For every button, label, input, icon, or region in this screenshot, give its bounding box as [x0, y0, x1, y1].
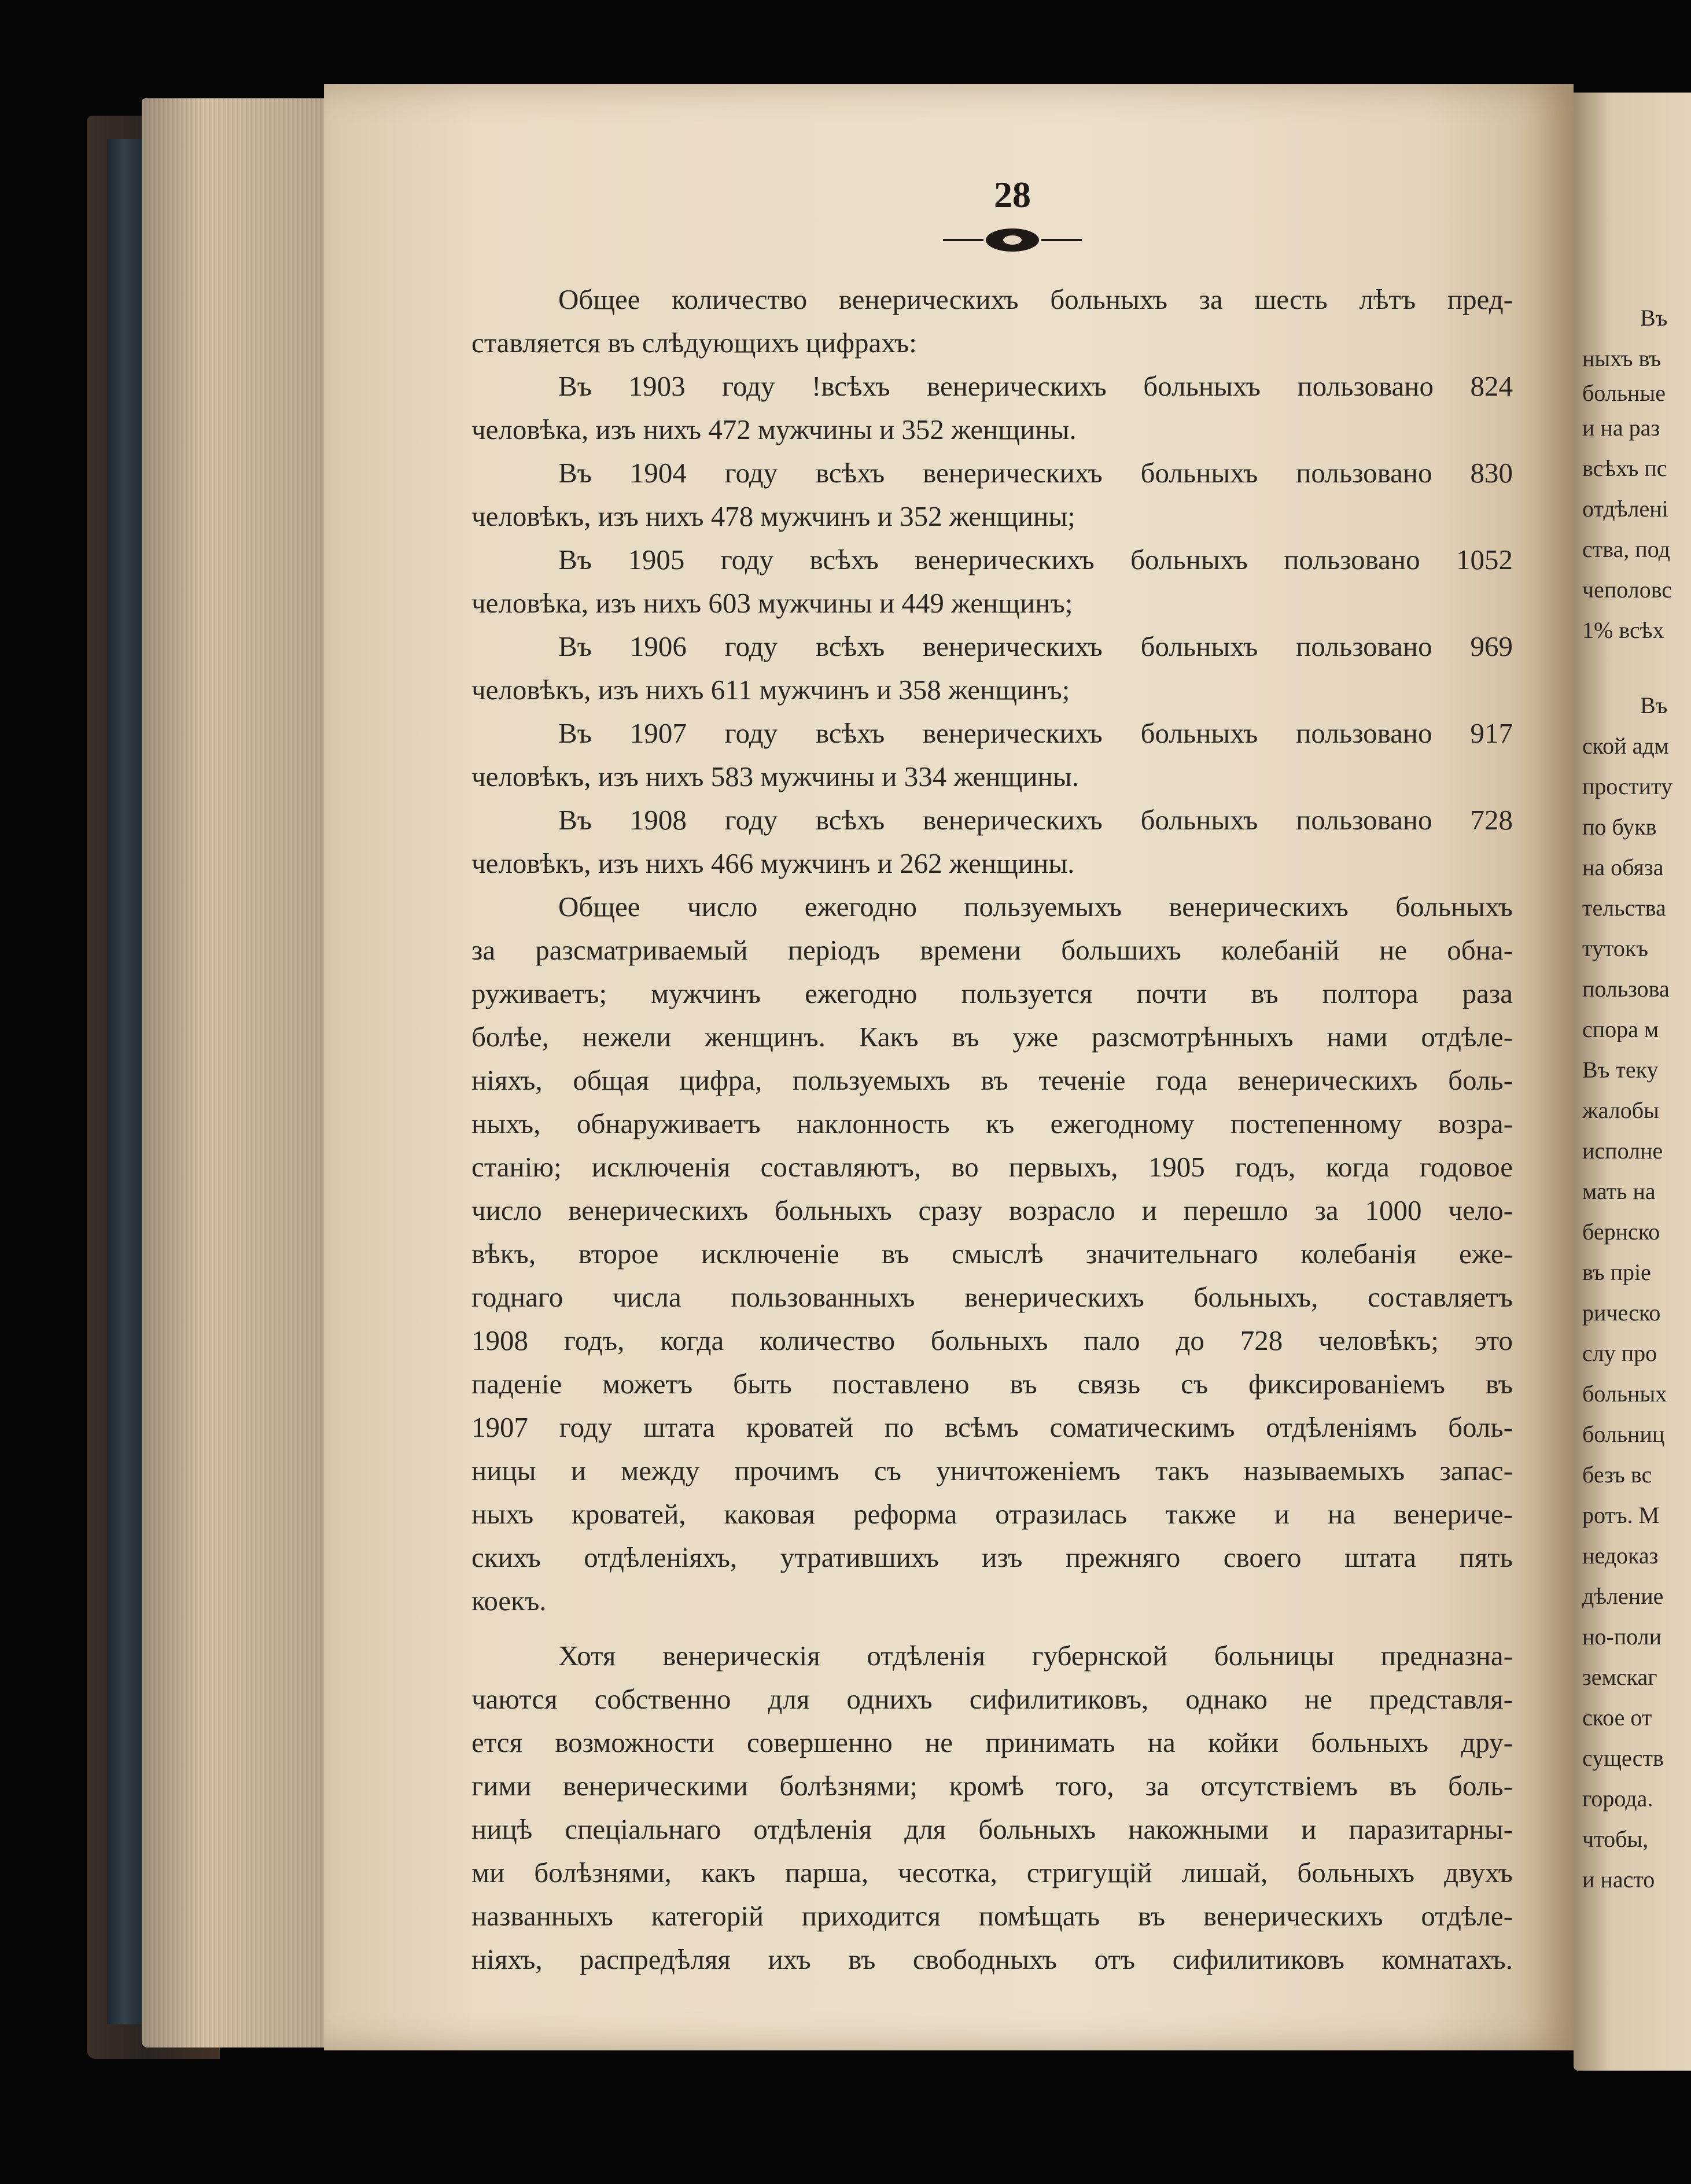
text-line: Въ 1905 году всѣхъ венерическихъ больныхъ пользовано 1052	[558, 544, 1513, 575]
text-line: Общее число ежегодно пользуемыхъ венерическихъ больныхъ	[558, 891, 1513, 923]
right-page-fragment: больных	[1582, 1381, 1667, 1407]
text-line: человѣкъ, изъ нихъ 466 мужчинъ и 262 женщины.	[471, 847, 1075, 879]
text-line: болѣе, нежели женщинъ. Какъ въ уже разсмотрѣнныхъ нами отдѣле-	[471, 1021, 1513, 1053]
page-body-text	[471, 278, 1513, 1981]
text-line: ницы и между прочимъ съ уничтоженіемъ такъ называемыхъ запас-	[471, 1455, 1513, 1486]
right-page-fragment: всѣхъ пс	[1582, 455, 1667, 481]
text-line: скихъ отдѣленіяхъ, утратившихъ изъ прежняго своего штата пять	[471, 1541, 1513, 1573]
text-line: ми болѣзнями, какъ парша, чесотка, стригущій лишай, больныхъ двухъ	[471, 1857, 1513, 1888]
text-line: коекъ.	[471, 1585, 547, 1617]
right-page-fragment: отдѣлені	[1582, 496, 1668, 522]
right-page-fragment: ское от	[1582, 1705, 1652, 1731]
right-page-fragment: въ пріе	[1582, 1259, 1651, 1285]
right-page-fragment: существ	[1582, 1745, 1664, 1771]
text-line: руживаетъ; мужчинъ ежегодно пользуется почти въ полтора раза	[471, 977, 1513, 1009]
book-spine	[107, 139, 142, 2024]
right-page-fragment: ской адм	[1582, 733, 1669, 759]
text-line: чаются собственно для однихъ сифилитиковъ, однако не представля-	[471, 1683, 1513, 1715]
text-line: названныхъ категорій приходится помѣщать въ венерическихъ отдѣле-	[471, 1900, 1513, 1932]
right-page-fragment: чеполовс	[1582, 577, 1672, 603]
right-page-fragment: жалобы	[1582, 1097, 1659, 1123]
right-page-fragment: дѣление	[1582, 1583, 1664, 1609]
right-page-fragment: Въ	[1640, 692, 1668, 718]
page-edges	[142, 98, 350, 2048]
right-page-fragment: исполне	[1582, 1138, 1663, 1164]
right-page-fragment: тутокъ	[1582, 935, 1649, 961]
right-page-fragment: и насто	[1582, 1866, 1655, 1892]
text-line: Въ 1908 году всѣхъ венерическихъ больныхъ пользовано 728	[558, 804, 1513, 836]
right-page-fragment: города.	[1582, 1785, 1653, 1812]
text-line: человѣкъ, изъ нихъ 478 мужчинъ и 352 женщины;	[471, 500, 1075, 532]
text-line: 1907 году штата кроватей по всѣмъ соматическимъ отдѣленіямъ боль-	[471, 1411, 1513, 1443]
text-line: ныхъ, обнаруживаетъ наклонность къ ежегодному постепенному возра-	[471, 1108, 1513, 1139]
text-line: человѣка, изъ нихъ 472 мужчины и 352 женщины.	[471, 414, 1077, 445]
right-page-fragment: но-поли	[1582, 1624, 1661, 1650]
text-line: паденіе можетъ быть поставлено въ связь съ фиксированіемъ въ	[471, 1368, 1513, 1400]
right-page-fragment: ротъ. М	[1582, 1502, 1660, 1528]
right-page-fragment: ныхъ въ	[1582, 345, 1661, 371]
text-line: гими венерическими болѣзнями; кромѣ того, за отсутствіемъ въ боль-	[471, 1770, 1513, 1802]
paragraph-gap	[471, 1622, 1513, 1634]
right-page-fragment: на обяза	[1582, 854, 1664, 880]
text-line: число венерическихъ больныхъ сразу возрасло и перешло за 1000 чело-	[471, 1194, 1513, 1226]
right-page-fragment: Въ теку	[1582, 1057, 1659, 1083]
right-page-fragment: бернско	[1582, 1219, 1660, 1245]
right-page-fragment: мать на	[1582, 1178, 1656, 1204]
text-line: Хотя венерическія отдѣленія губернской больницы предназна-	[558, 1640, 1513, 1672]
text-line: Въ 1907 году всѣхъ венерическихъ больныхъ пользовано 917	[558, 717, 1513, 749]
text-line: за разсматриваемый періодъ времени большихъ колебаній не обна-	[471, 934, 1513, 966]
right-page-fragment: по букв	[1582, 814, 1657, 840]
right-page-fragment: проститу	[1582, 773, 1672, 799]
text-line: человѣкъ, изъ нихъ 583 мужчины и 334 женщины.	[471, 761, 1079, 792]
right-page-fragment: земскаг	[1582, 1664, 1657, 1690]
right-page-fragment: слу про	[1582, 1340, 1657, 1366]
right-page-fragment: и на раз	[1582, 415, 1660, 441]
right-page-fragment: 1% всѣх	[1582, 617, 1664, 643]
right-page-fragment: чтобы,	[1582, 1826, 1649, 1852]
text-line: ставляется въ слѣдующихъ цифрахъ:	[471, 327, 917, 359]
right-page-fragment: пользова	[1582, 976, 1670, 1002]
text-line: человѣка, изъ нихъ 603 мужчины и 449 женщинъ;	[471, 587, 1073, 619]
text-line: 1908 годъ, когда количество больныхъ пало до 728 человѣкъ; это	[471, 1325, 1513, 1356]
text-line: Въ 1903 году !всѣхъ венерическихъ больныхъ пользовано 824	[558, 370, 1513, 402]
text-line: годнаго числа пользованныхъ венерическихъ больныхъ, составляетъ	[471, 1281, 1513, 1313]
right-page-fragment: больниц	[1582, 1421, 1665, 1447]
text-line: вѣкъ, второе исключеніе въ смыслѣ значительнаго колебанія еже-	[471, 1238, 1513, 1270]
right-page-fragment: недоказ	[1582, 1543, 1659, 1569]
page-number: 28	[994, 174, 1031, 215]
text-line: Въ 1904 году всѣхъ венерическихъ больныхъ пользовано 830	[558, 457, 1513, 489]
right-page-fragment: спора м	[1582, 1016, 1659, 1042]
right-page-fragment: ства, под	[1582, 536, 1670, 562]
right-page-fragment: тельства	[1582, 895, 1666, 921]
text-line: станію; исключенія составляютъ, во первыхъ, 1905 годъ, когда годовое	[471, 1151, 1513, 1183]
right-page-fragment: безъ вс	[1582, 1462, 1652, 1488]
text-line: ніяхъ, общая цифра, пользуемыхъ въ теченіе года венерическихъ боль-	[471, 1064, 1513, 1096]
text-line: ницѣ спеціальнаго отдѣленія для больныхъ накожными и паразитарны-	[471, 1813, 1513, 1845]
text-line: человѣкъ, изъ нихъ 611 мужчинъ и 358 женщинъ;	[471, 674, 1070, 706]
text-line: Въ 1906 году всѣхъ венерическихъ больныхъ пользовано 969	[558, 630, 1513, 662]
right-page-fragment: рическо	[1582, 1300, 1661, 1326]
right-page-fragment: больные	[1582, 380, 1666, 406]
text-line: ныхъ кроватей, каковая реформа отразилась также и на венериче-	[471, 1498, 1513, 1530]
text-line: Общее количество венерическихъ больныхъ за шесть лѣтъ пред-	[558, 283, 1513, 315]
right-page-fragment: Въ	[1640, 305, 1668, 331]
text-line: ется возможности совершенно не принимать на койки больныхъ дру-	[471, 1726, 1513, 1758]
ornament-divider	[937, 223, 1088, 257]
text-line: ніяхъ, распредѣляя ихъ въ свободныхъ отъ сифилитиковъ комнатахъ.	[471, 1943, 1513, 1975]
